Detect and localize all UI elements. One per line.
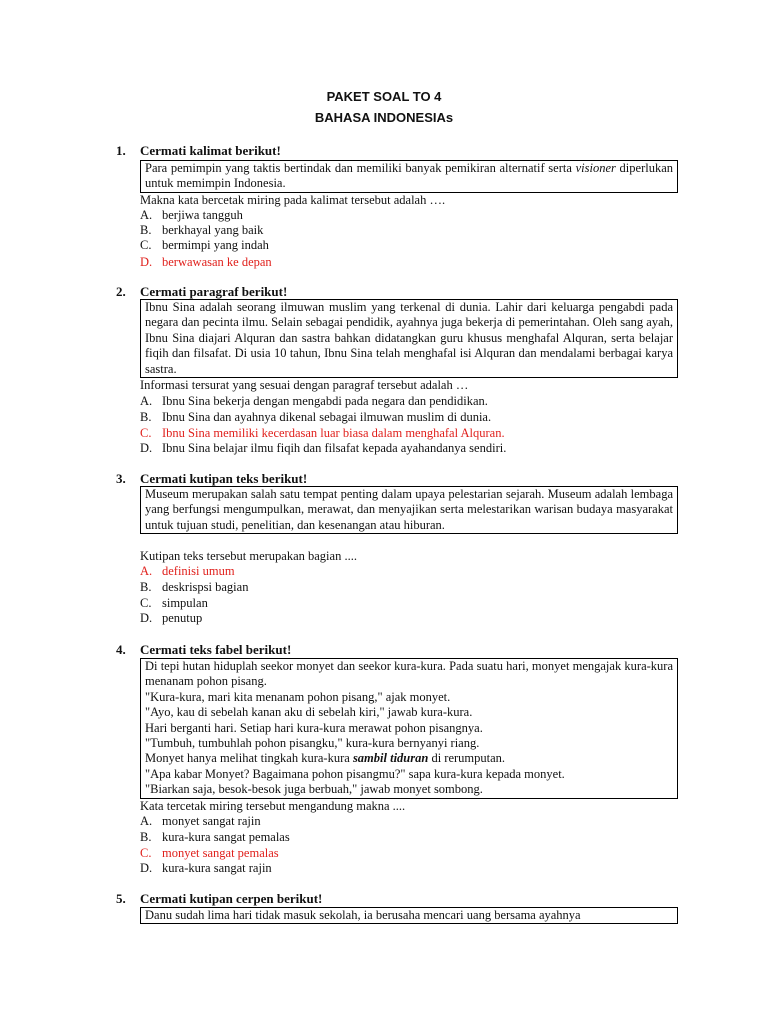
option-text: Ibnu Sina belajar ilmu fiqih dan filsafat kepada ayahandanya sendiri.	[162, 441, 507, 455]
question-instruction: Cermati kalimat berikut!	[140, 143, 281, 158]
option-text: kura-kura sangat pemalas	[162, 830, 290, 844]
option-d[interactable]	[140, 611, 202, 626]
option-letter: C.	[140, 846, 152, 860]
option-letter: B.	[140, 223, 152, 237]
question-2-text-box: Ibnu Sina adalah seorang ilmuwan muslim yang terkenal di dunia. Lahir dari keluarga pengabdi pada negara dan pecinta ilmu. Selain sebagai pendidik, ayahnya juga bekerja di pemerintahan. Oleh sang ayah, Ibnu Sina diajari Alquran dan sastra bahkan didatangkan guru khusus menghafal Alquran, serta belajar fiqih dan filsafat. Di usia 10 tahun, Ibnu Sina telah menghafal isi Alquran dan mendalami berbagai karya sastra.	[140, 299, 678, 378]
question-number: 4.	[116, 642, 126, 657]
fable-line: "Kura-kura, mari kita menanam pohon pisang," ajak monyet.	[145, 689, 451, 704]
option-d-correct[interactable]	[140, 255, 272, 270]
box-text-end: diperlukan untuk memimpin Indonesia.	[145, 161, 674, 191]
question-number: 3.	[116, 471, 126, 486]
question-instruction: Cermati kutipan cerpen berikut!	[140, 891, 323, 906]
fable-line: "Biarkan saja, besok-besok juga berbuah," jawab monyet sombong.	[145, 782, 483, 797]
fable-line: "Ayo, kau di sebelah kanan aku di sebelah kiri," jawab kura-kura.	[145, 705, 473, 720]
option-text: deskrispsi bagian	[162, 580, 249, 594]
option-text: berwawasan ke depan	[162, 255, 272, 269]
box-text: Para pemimpin yang taktis bertindak dan memiliki banyak pemikiran alternatif serta	[145, 161, 572, 175]
question-3-prompt: Kutipan teks tersebut merupakan bagian ....	[140, 549, 357, 563]
page-subtitle: BAHASA INDONESIAs	[314, 110, 454, 125]
fable-line: Hari berganti hari. Setiap hari kura-kura merawat pohon pisangnya.	[145, 720, 483, 735]
option-text: berjiwa tangguh	[162, 208, 243, 222]
option-d[interactable]	[140, 441, 506, 456]
italic-phrase: sambil tiduran	[352, 751, 429, 766]
option-letter: B.	[140, 580, 152, 594]
question-number: 1.	[116, 143, 126, 158]
option-letter: A.	[140, 208, 153, 222]
question-1-heading	[116, 143, 281, 159]
option-c[interactable]	[140, 238, 269, 253]
option-letter: C.	[140, 426, 152, 440]
page-title: PAKET SOAL TO 4	[326, 89, 442, 104]
option-a[interactable]	[140, 394, 488, 409]
option-letter: C.	[140, 238, 152, 252]
option-letter: A.	[140, 394, 153, 408]
question-instruction: Cermati paragraf berikut!	[140, 284, 288, 299]
option-text: Ibnu Sina dan ayahnya dikenal sebagai ilmuwan muslim di dunia.	[162, 410, 492, 424]
italic-word: visioner	[575, 161, 616, 175]
question-5-heading	[116, 891, 322, 907]
option-d[interactable]	[140, 861, 272, 876]
question-instruction: Cermati teks fabel berikut!	[140, 642, 292, 657]
question-5-text-box: Danu sudah lima hari tidak masuk sekolah, ia berusaha mencari uang bersama ayahnya	[140, 907, 678, 924]
option-b[interactable]	[140, 410, 491, 425]
option-letter: D.	[140, 861, 153, 875]
option-text: penutup	[162, 611, 203, 625]
option-c-correct[interactable]	[140, 846, 279, 861]
question-3-heading	[116, 471, 307, 487]
question-1-prompt: Makna kata bercetak miring pada kalimat tersebut adalah ….	[140, 193, 446, 207]
option-letter: A.	[140, 564, 153, 578]
option-letter: B.	[140, 410, 152, 424]
option-text: kura-kura sangat rajin	[162, 861, 272, 875]
option-letter: B.	[140, 830, 152, 844]
option-letter: A.	[140, 814, 153, 828]
option-letter: D.	[140, 611, 153, 625]
option-b[interactable]	[140, 223, 263, 238]
question-4-heading	[116, 642, 291, 658]
option-text: Ibnu Sina bekerja dengan mengabdi pada negara dan pendidikan.	[162, 394, 488, 408]
fable-text: Monyet hanya melihat tingkah kura-kura	[145, 751, 353, 766]
fable-line: Di tepi hutan hiduplah seekor monyet dan seekor kura-kura. Pada suatu hari, monyet mengajak kura-kura menanam pohon pisang.	[145, 659, 673, 689]
option-text: monyet sangat rajin	[162, 814, 261, 828]
fable-line: "Apa kabar Monyet? Bagaimana pohon pisangmu?" sapa kura-kura kepada monyet.	[145, 766, 565, 781]
option-b[interactable]	[140, 580, 248, 595]
fable-line: "Tumbuh, tumbuhlah pohon pisangku," kura-kura bernyanyi riang.	[145, 736, 480, 751]
option-a[interactable]	[140, 814, 261, 829]
option-text: Ibnu Sina memiliki kecerdasan luar biasa dalam menghafal Alquran.	[162, 426, 505, 440]
question-instruction: Cermati kutipan teks berikut!	[140, 471, 308, 486]
option-b[interactable]	[140, 830, 290, 845]
option-text: bermimpi yang indah	[162, 238, 269, 252]
option-c-correct[interactable]	[140, 426, 505, 441]
question-2-prompt: Informasi tersurat yang sesuai dengan paragraf tersebut adalah …	[140, 378, 469, 392]
question-number: 5.	[116, 891, 126, 906]
option-letter: D.	[140, 441, 153, 455]
option-letter: D.	[140, 255, 153, 269]
option-a-correct[interactable]	[140, 564, 235, 579]
option-c[interactable]	[140, 596, 208, 611]
question-2-heading	[116, 284, 287, 300]
question-4-text-box	[140, 658, 678, 799]
option-text: berkhayal yang baik	[162, 223, 264, 237]
question-1-text-box	[140, 160, 678, 193]
option-letter: C.	[140, 596, 152, 610]
option-a[interactable]	[140, 208, 243, 223]
fable-text: di rerumputan.	[428, 751, 506, 766]
option-text: definisi umum	[162, 564, 235, 578]
question-4-prompt: Kata tercetak miring tersebut mengandung makna ....	[140, 799, 406, 813]
option-text: simpulan	[162, 596, 208, 610]
question-3-text-box: Museum merupakan salah satu tempat penting dalam upaya pelestarian sejarah. Museum adalah lembaga yang berfungsi mengumpulkan, merawat, dan menyajikan serta melestarikan warisan budaya masyarakat untuk tujuan studi, penelitian, dan kesenangan atau hiburan.	[140, 486, 678, 534]
question-number: 2.	[116, 284, 126, 299]
option-text: monyet sangat pemalas	[162, 846, 279, 860]
fable-line-emphasis	[145, 751, 673, 766]
